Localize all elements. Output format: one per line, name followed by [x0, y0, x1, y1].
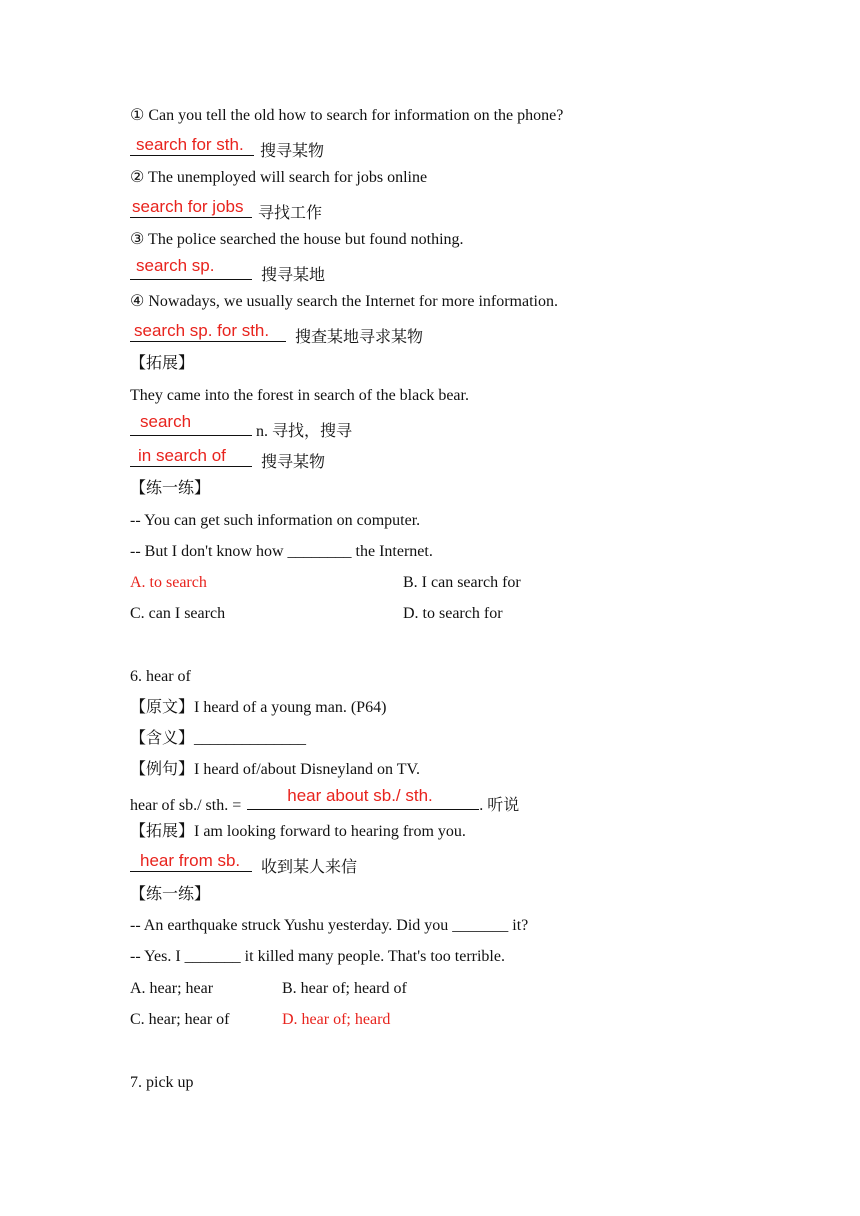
equation-prefix: hear of sb./ sth. = — [130, 797, 242, 814]
practice-line-2: -- Yes. I _______ it killed many people. That's too terrible. — [130, 948, 505, 965]
answer-blank — [130, 256, 252, 280]
meaning-text: 搜寻某物 — [260, 143, 325, 160]
meaning-text: 寻找工作 — [258, 205, 323, 222]
answer-text: search — [140, 412, 192, 431]
practice-label: 【练一练】 — [130, 886, 211, 903]
section-heading-hear-of: 6. hear of — [130, 668, 191, 685]
meaning-text: 搜查某地寻求某物 — [295, 329, 424, 346]
answer-text: search for jobs — [132, 197, 244, 216]
option-c: C. hear; hear of — [130, 1011, 230, 1028]
option-b: B. I can search for — [403, 574, 521, 591]
answer-line-2 — [130, 199, 322, 224]
answer-text: hear about sb./ sth. — [287, 786, 433, 805]
answer-text: search sp. — [136, 256, 215, 275]
answer-blank — [130, 137, 254, 156]
answer-text: hear from sb. — [140, 851, 241, 870]
question-3: ③ The police searched the house but found nothing. — [130, 231, 464, 248]
meaning-line — [130, 729, 306, 749]
example-sentence: 【例句】I heard of/about Disneyland on TV. — [130, 761, 421, 778]
meaning-text: 搜寻某地 — [261, 267, 326, 284]
extend-sentence: They came into the forest in search of the black bear. — [130, 387, 469, 404]
original-sentence: 【原文】I heard of a young man. (P64) — [130, 699, 387, 716]
practice-line-1: -- An earthquake struck Yushu yesterday. Did you _______ it? — [130, 917, 529, 934]
option-a: A. hear; hear — [130, 980, 214, 997]
answer-text: search sp. for sth. — [134, 321, 270, 340]
extend-answer-line-2 — [130, 448, 325, 473]
practice-line-1: -- You can get such information on computer. — [130, 512, 421, 529]
equation-suffix: . 听说 — [479, 797, 520, 814]
question-1: ① Can you tell the old how to search for information on the phone? — [130, 107, 564, 124]
extend-answer-line-1 — [130, 412, 353, 442]
option-d: D. to search for — [403, 605, 503, 622]
answer-line-1 — [130, 137, 324, 162]
answer-blank — [130, 323, 286, 342]
extend-sentence: 【拓展】I am looking forward to hearing from you. — [130, 823, 466, 840]
meaning-text: 搜寻某物 — [261, 454, 326, 471]
option-b: B. hear of; heard of — [282, 980, 407, 997]
option-a: A. to search — [130, 574, 207, 591]
answer-blank — [130, 412, 252, 436]
extend-answer-line — [130, 853, 357, 878]
answer-blank — [130, 448, 252, 467]
meaning-text: n. 寻找，搜寻 — [256, 423, 353, 440]
answer-text: search for sth. — [136, 135, 244, 154]
answer-blank — [247, 786, 479, 810]
answer-blank — [130, 853, 252, 872]
meaning-text: 收到某人来信 — [261, 859, 358, 876]
question-2: ② The unemployed will search for jobs online — [130, 169, 428, 186]
practice-label: 【练一练】 — [130, 480, 211, 497]
meaning-label: 【含义】 — [130, 730, 195, 747]
answer-blank — [130, 199, 252, 218]
answer-line-4 — [130, 323, 423, 348]
option-d: D. hear of; heard — [282, 1011, 391, 1028]
option-c: C. can I search — [130, 605, 226, 622]
section-heading-pick-up: 7. pick up — [130, 1074, 194, 1091]
meaning-blank: ______________ — [194, 730, 307, 747]
question-4: ④ Nowadays, we usually search the Internet for more information. — [130, 293, 558, 310]
answer-text: in search of — [138, 446, 226, 465]
extend-label: 【拓展】 — [130, 355, 195, 372]
practice-line-2: -- But I don't know how ________ the Internet. — [130, 543, 433, 560]
equation-line — [130, 786, 520, 816]
answer-line-3 — [130, 256, 326, 286]
